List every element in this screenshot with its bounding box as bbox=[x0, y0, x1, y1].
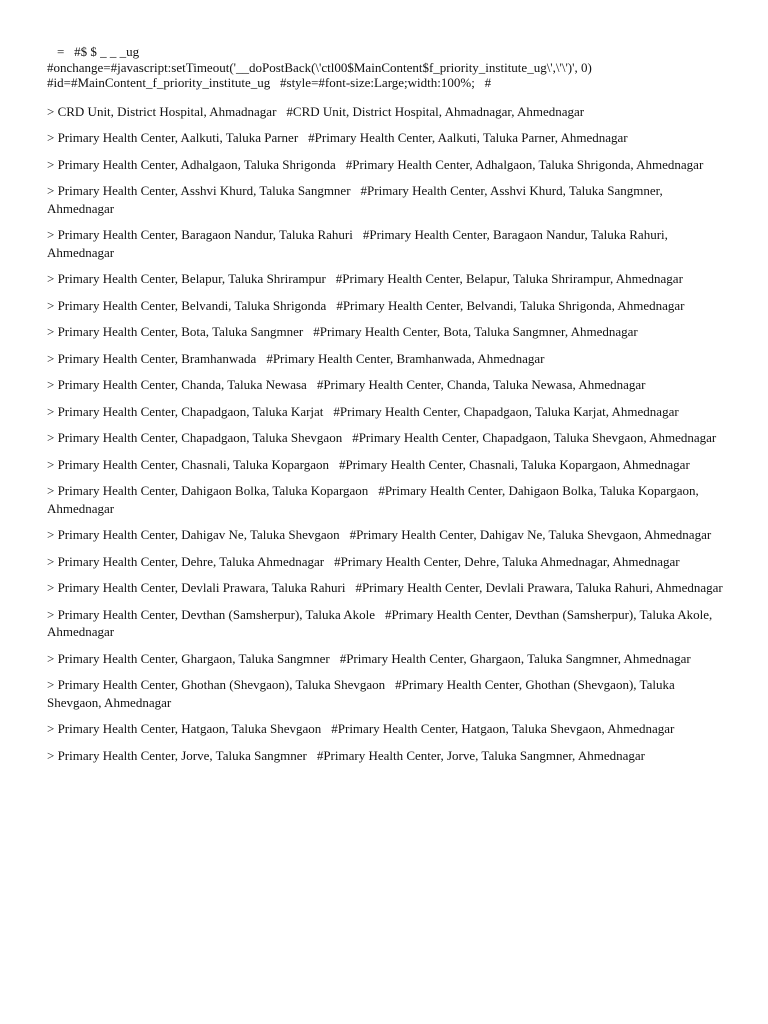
option-value: #Primary Health Center, Dahigav Ne, Taluka Shevgaon, Ahmednagar bbox=[349, 527, 712, 542]
option-label: > Primary Health Center, Ghothan (Shevgaon), Taluka Shevgaon bbox=[47, 677, 386, 692]
option-value: #Primary Health Center, Chanda, Taluka Newasa, Ahmednagar bbox=[316, 377, 646, 392]
option-label: > Primary Health Center, Asshvi Khurd, Taluka Sangmner bbox=[47, 183, 351, 198]
option-item[interactable] bbox=[47, 650, 728, 668]
option-label: > Primary Health Center, Dehre, Taluka Ahmednagar bbox=[47, 553, 325, 569]
option-label: > Primary Health Center, Chapadgaon, Taluka Shevgaon bbox=[47, 430, 343, 445]
option-value: #Primary Health Center, Chasnali, Taluka Kopargaon, Ahmednagar bbox=[338, 456, 690, 472]
option-label: > Primary Health Center, Aalkuti, Taluka Parner bbox=[47, 130, 299, 145]
option-list bbox=[47, 103, 728, 765]
option-value: #Primary Health Center, Belvandi, Taluka Shrigonda, Ahmednagar bbox=[336, 297, 685, 313]
header-line-2: #onchange=#javascript:setTimeout('__doPostBack(\'ctl00$MainContent$f_priority_institute_ug\',\'\')', 0) bbox=[47, 59, 592, 75]
option-item[interactable] bbox=[47, 553, 728, 571]
option-label: > Primary Health Center, Adhalgaon, Taluka Shrigonda bbox=[47, 156, 336, 172]
option-item[interactable] bbox=[47, 403, 728, 421]
option-value: #Primary Health Center, Adhalgaon, Taluka Shrigonda, Ahmednagar bbox=[345, 156, 704, 172]
option-label: > Primary Health Center, Dahigav Ne, Taluka Shevgaon bbox=[47, 527, 340, 542]
option-item[interactable] bbox=[47, 526, 728, 544]
option-item[interactable] bbox=[47, 720, 728, 738]
header-line-1: = #$ $ _ _ _ug bbox=[57, 44, 140, 59]
option-value: #Primary Health Center, Ghothan (Shevgaon), Taluka Shevgaon, Ahmednagar bbox=[47, 677, 675, 710]
option-label: > Primary Health Center, Belvandi, Taluka Shrigonda bbox=[47, 297, 327, 313]
option-value: #Primary Health Center, Bota, Taluka Sangmner, Ahmednagar bbox=[313, 324, 638, 339]
option-item[interactable] bbox=[47, 676, 728, 711]
option-item[interactable] bbox=[47, 103, 728, 121]
option-value: #Primary Health Center, Dahigaon Bolka, Taluka Kopargaon, Ahmednagar bbox=[47, 483, 699, 516]
option-item[interactable] bbox=[47, 376, 728, 394]
option-item[interactable] bbox=[47, 129, 728, 147]
option-label: > Primary Health Center, Jorve, Taluka Sangmner bbox=[47, 747, 307, 763]
option-item[interactable] bbox=[47, 429, 728, 447]
option-value: #CRD Unit, District Hospital, Ahmadnagar, Ahmednagar bbox=[286, 103, 585, 119]
option-label: > Primary Health Center, Ghargaon, Taluka Sangmner bbox=[47, 650, 330, 666]
option-label: > Primary Health Center, Chasnali, Taluka Kopargaon bbox=[47, 456, 329, 472]
option-value: #Primary Health Center, Devlali Prawara, Taluka Rahuri, Ahmednagar bbox=[355, 580, 723, 595]
option-item[interactable] bbox=[47, 297, 728, 315]
option-value: #Primary Health Center, Chapadgaon, Taluka Shevgaon, Ahmednagar bbox=[352, 430, 717, 445]
option-label: > Primary Health Center, Devthan (Samsherpur), Taluka Akole bbox=[47, 606, 376, 622]
option-value: #Primary Health Center, Baragaon Nandur, Taluka Rahuri, Ahmednagar bbox=[47, 227, 668, 260]
option-item[interactable] bbox=[47, 323, 728, 341]
option-item[interactable] bbox=[47, 747, 728, 765]
option-label: > Primary Health Center, Baragaon Nandur, Taluka Rahuri bbox=[47, 227, 353, 242]
option-value: #Primary Health Center, Devthan (Samsherpur), Taluka Akole, Ahmednagar bbox=[47, 606, 713, 639]
option-label: > Primary Health Center, Bramhanwada bbox=[47, 350, 257, 366]
option-value: #Primary Health Center, Jorve, Taluka Sangmner, Ahmednagar bbox=[316, 747, 645, 763]
option-label: > CRD Unit, District Hospital, Ahmadnagar bbox=[47, 103, 277, 119]
option-label: > Primary Health Center, Devlali Prawara, Taluka Rahuri bbox=[47, 580, 346, 595]
option-value: #Primary Health Center, Dehre, Taluka Ahmednagar, Ahmednagar bbox=[334, 553, 680, 569]
header-line-3: #id=#MainContent_f_priority_institute_ug #style=#font-size:Large;width:100%; # bbox=[47, 75, 492, 90]
option-item[interactable] bbox=[47, 270, 728, 288]
option-label: > Primary Health Center, Dahigaon Bolka, Taluka Kopargaon bbox=[47, 483, 369, 498]
option-value: #Primary Health Center, Belapur, Taluka Shrirampur, Ahmednagar bbox=[335, 271, 683, 286]
option-value: #Primary Health Center, Asshvi Khurd, Taluka Sangmner, Ahmednagar bbox=[47, 183, 663, 216]
option-value: #Primary Health Center, Chapadgaon, Taluka Karjat, Ahmednagar bbox=[333, 403, 679, 419]
select-attributes-header bbox=[47, 44, 728, 91]
option-value: #Primary Health Center, Bramhanwada, Ahmednagar bbox=[266, 350, 545, 366]
option-label: > Primary Health Center, Chanda, Taluka Newasa bbox=[47, 377, 307, 392]
option-item[interactable] bbox=[47, 182, 728, 217]
option-item[interactable] bbox=[47, 606, 728, 641]
option-item[interactable] bbox=[47, 350, 728, 368]
option-value: #Primary Health Center, Aalkuti, Taluka Parner, Ahmednagar bbox=[308, 130, 628, 145]
option-item[interactable] bbox=[47, 226, 728, 261]
option-label: > Primary Health Center, Belapur, Taluka Shrirampur bbox=[47, 271, 326, 286]
option-value: #Primary Health Center, Hatgaon, Taluka Shevgaon, Ahmednagar bbox=[331, 721, 675, 736]
option-item[interactable] bbox=[47, 482, 728, 517]
option-item[interactable] bbox=[47, 579, 728, 597]
option-label: > Primary Health Center, Bota, Taluka Sangmner bbox=[47, 324, 304, 339]
option-label: > Primary Health Center, Hatgaon, Taluka Shevgaon bbox=[47, 721, 322, 736]
option-value: #Primary Health Center, Ghargaon, Taluka Sangmner, Ahmednagar bbox=[339, 650, 691, 666]
option-item[interactable] bbox=[47, 156, 728, 174]
option-item[interactable] bbox=[47, 456, 728, 474]
option-label: > Primary Health Center, Chapadgaon, Taluka Karjat bbox=[47, 403, 324, 419]
